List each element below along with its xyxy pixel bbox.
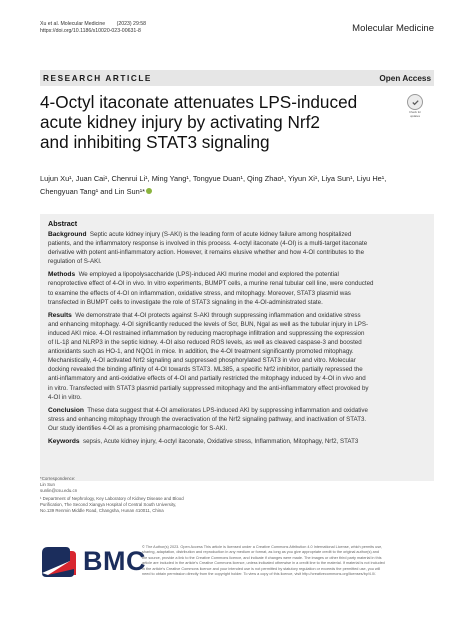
abstract-text-line: of IL-1β and NLRP3 in the septic kidney. 4-OI also reduced ROS levels, as well as cleaved caspase-3 and boosted xyxy=(48,339,362,347)
bmc-wordmark: BMC xyxy=(83,545,146,576)
abstract-text-line: Septic acute kidney injury (S-AKI) is the leading form of acute kidney failure among hospitalized xyxy=(89,231,352,238)
abstract-conclusion xyxy=(48,406,430,433)
article-type-label: RESEARCH ARTICLE xyxy=(43,73,152,83)
background-label: Background xyxy=(48,231,87,238)
abstract-text-line: We employed a lipopolysaccharide (LPS)-induced AKI murine model and explored the potential xyxy=(78,271,339,279)
abstract-text-line: to examine the effects of 4-OI on inflammation, oxidative stress, and mitophagy. Moreover, STAT3 plasmid was xyxy=(48,289,351,297)
abstract-text-line: anti-inflammatory and anti-oxidative effects of 4-OI and partially restricted the mitophagy induced by 4-OI in vivo and xyxy=(48,375,366,383)
citation-header xyxy=(40,21,146,35)
conclusion-label: Conclusion xyxy=(48,406,84,414)
title-line: acute kidney injury by activating Nrf2 xyxy=(40,112,320,132)
correspondence-block xyxy=(40,476,184,514)
license-statement xyxy=(142,545,438,577)
affiliation-line: Purification, The Second Xiangya Hospital of Central South University, xyxy=(40,501,177,507)
author-list xyxy=(40,172,440,198)
check-for-updates-badge[interactable] xyxy=(404,94,426,118)
citation-line: Xu et al. Molecular Medicine xyxy=(40,21,106,27)
check-updates-label-1: Check for xyxy=(409,110,421,114)
open-access-label: Open Access xyxy=(379,73,431,83)
title-line: and inhibiting STAT3 signaling xyxy=(40,132,270,152)
abstract-text-line: Our study identifies 4-OI as a promising pharmacologic for S-AKI. xyxy=(48,424,228,432)
author-line-last xyxy=(40,185,440,198)
correspondence-name: Lin Sun xyxy=(40,482,55,488)
abstract-heading: Abstract xyxy=(48,219,78,228)
check-updates-label-2: updates xyxy=(410,114,420,119)
abstract-text-line: antioxidants such as HO-1, and NQO1 in mice. In addition, the 4-OI treatment significantly promoted mitophagy. xyxy=(48,348,354,356)
abstract-keywords xyxy=(48,437,430,446)
abstract-text-line: patients, and the inflammatory response is involved in this process. 4-octyl itaconate (4-OI) is a multi-target itaconate xyxy=(48,240,368,248)
article-type-band xyxy=(40,70,434,86)
correspondence-email[interactable]: sunlin@csu.edu.cn xyxy=(40,488,78,494)
affiliation-line: No.139 Renmin Middle Road, Changsha, Hunan 410011, China xyxy=(40,508,164,514)
keywords-text: sepsis, Acute kidney injury, 4-octyl itaconate, Oxidative stress, Inflammation, Mitophagy, Nrf2, STAT3 xyxy=(82,437,359,445)
license-line: in the article's Creative Commons licence and your intended use is not permitted by statutory regulation or exceeds the permitted use, you will xyxy=(142,566,381,571)
license-line: the source, provide a link to the Creative Commons licence, and indicate if changes were made. The images or other third party material in this xyxy=(142,555,382,560)
abstract-text-line: These data suggest that 4-OI ameliorates LPS-induced AKI by suppressing inflammation and oxidative xyxy=(87,406,368,414)
abstract-methods xyxy=(48,270,430,306)
title-line: 4-Octyl itaconate attenuates LPS-induced xyxy=(40,92,358,112)
bmc-logo xyxy=(40,543,146,579)
orcid-icon[interactable] xyxy=(146,188,152,194)
abstract-results xyxy=(48,311,430,402)
keywords-label: Keywords xyxy=(48,437,80,445)
license-line: article are included in the article's Creative Commons licence, unless indicated otherwise in a credit line to the material. If material is not included xyxy=(142,561,385,566)
abstract-box xyxy=(40,214,434,481)
abstract-text-line: transfected in BUMPT cells to investigate the role of STAT3 signaling in the 4-OI-administrated state. xyxy=(48,298,323,306)
check-updates-icon xyxy=(407,94,423,110)
citation-year: (2023) 29:58 xyxy=(116,21,147,27)
affiliation-line: ¹ Department of Nephrology, Key Laboratory of Kidney Disease and Blood xyxy=(40,495,184,501)
bmc-logo-icon xyxy=(40,543,78,579)
license-line: © The Author(s) 2023. Open Access This article is licensed under a Creative Commons Attribution 4.0 International License, which permits use, xyxy=(142,545,383,549)
abstract-text-line: renoprotective effect of 4-OI in vivo. In vitro experiments, BUMPT cells, a murine renal tubular cell line, were conducted xyxy=(48,280,374,288)
abstract-text-line: regulation of S-AKI. xyxy=(48,258,102,266)
doi-link[interactable]: https://doi.org/10.1186/s10020-023-00631-8 xyxy=(40,28,141,34)
results-label: Results xyxy=(48,311,72,319)
abstract-text-line: derivative with potent anti-inflammatory action. However, it remains elusive whether and how 4-OI contributes to the xyxy=(48,249,365,257)
author-line-text: Chengyuan Tang¹ and Lin Sun¹* xyxy=(40,187,146,196)
abstract-text-line: stress and enhancing mitophagy through the overactivation of the Nrf2 signaling pathway, and inactivation of STAT3. xyxy=(48,415,367,423)
abstract-text-line: docking revealed the binding affinity of 4-OI towards STAT3. ML385, a specific Nrf2 inhibitor, partially repressed the xyxy=(48,366,363,374)
correspondence-label: *Correspondence: xyxy=(40,476,76,481)
author-line: Lujun Xu¹, Juan Cai¹, Chenrui Li¹, Ming Yang¹, Tongyue Duan¹, Qing Zhao¹, Yiyun Xi¹, Liya Sun¹, Liyu He¹, xyxy=(40,174,387,183)
abstract-text-line: We demonstrate that 4-OI protects against S-AKI through suppressing inflammation and oxidative stress xyxy=(75,311,361,319)
license-line: need to obtain permission directly from the copyright holder. To view a copy of this licence, visit http://creativecommons.org/licenses/by/4.0/. xyxy=(142,572,377,577)
abstract-background xyxy=(48,230,430,266)
license-line: sharing, adaptation, distribution and reproduction in any medium or format, as long as you give appropriate credit to the original author(s) and xyxy=(142,550,380,555)
abstract-text-line: induced AKI mice. 4-OI restrained inflammation by reducing macrophage infiltration and suppressing the expression xyxy=(48,329,365,337)
abstract-text-line: 4-OI in vitro. xyxy=(48,393,82,401)
abstract-text-line: in vitro. Transfected with STAT3 plasmid partially suppressed mitophagy and the anti-inflammatory effect provoked by xyxy=(48,384,369,392)
abstract-text-line: and enhancing mitophagy. 4-OI significantly reduced the levels of Scr, BUN, Ngal as well as the tubular injury in LPS- xyxy=(48,320,369,328)
methods-label: Methods xyxy=(48,271,76,279)
abstract-text-line: Mechanistically, 4-OI activated Nrf2 signaling and suppressed phosphorylated STAT3 in vivo and vitro. Molecular xyxy=(48,357,356,365)
journal-name: Molecular Medicine xyxy=(352,23,434,34)
article-title xyxy=(40,92,390,152)
